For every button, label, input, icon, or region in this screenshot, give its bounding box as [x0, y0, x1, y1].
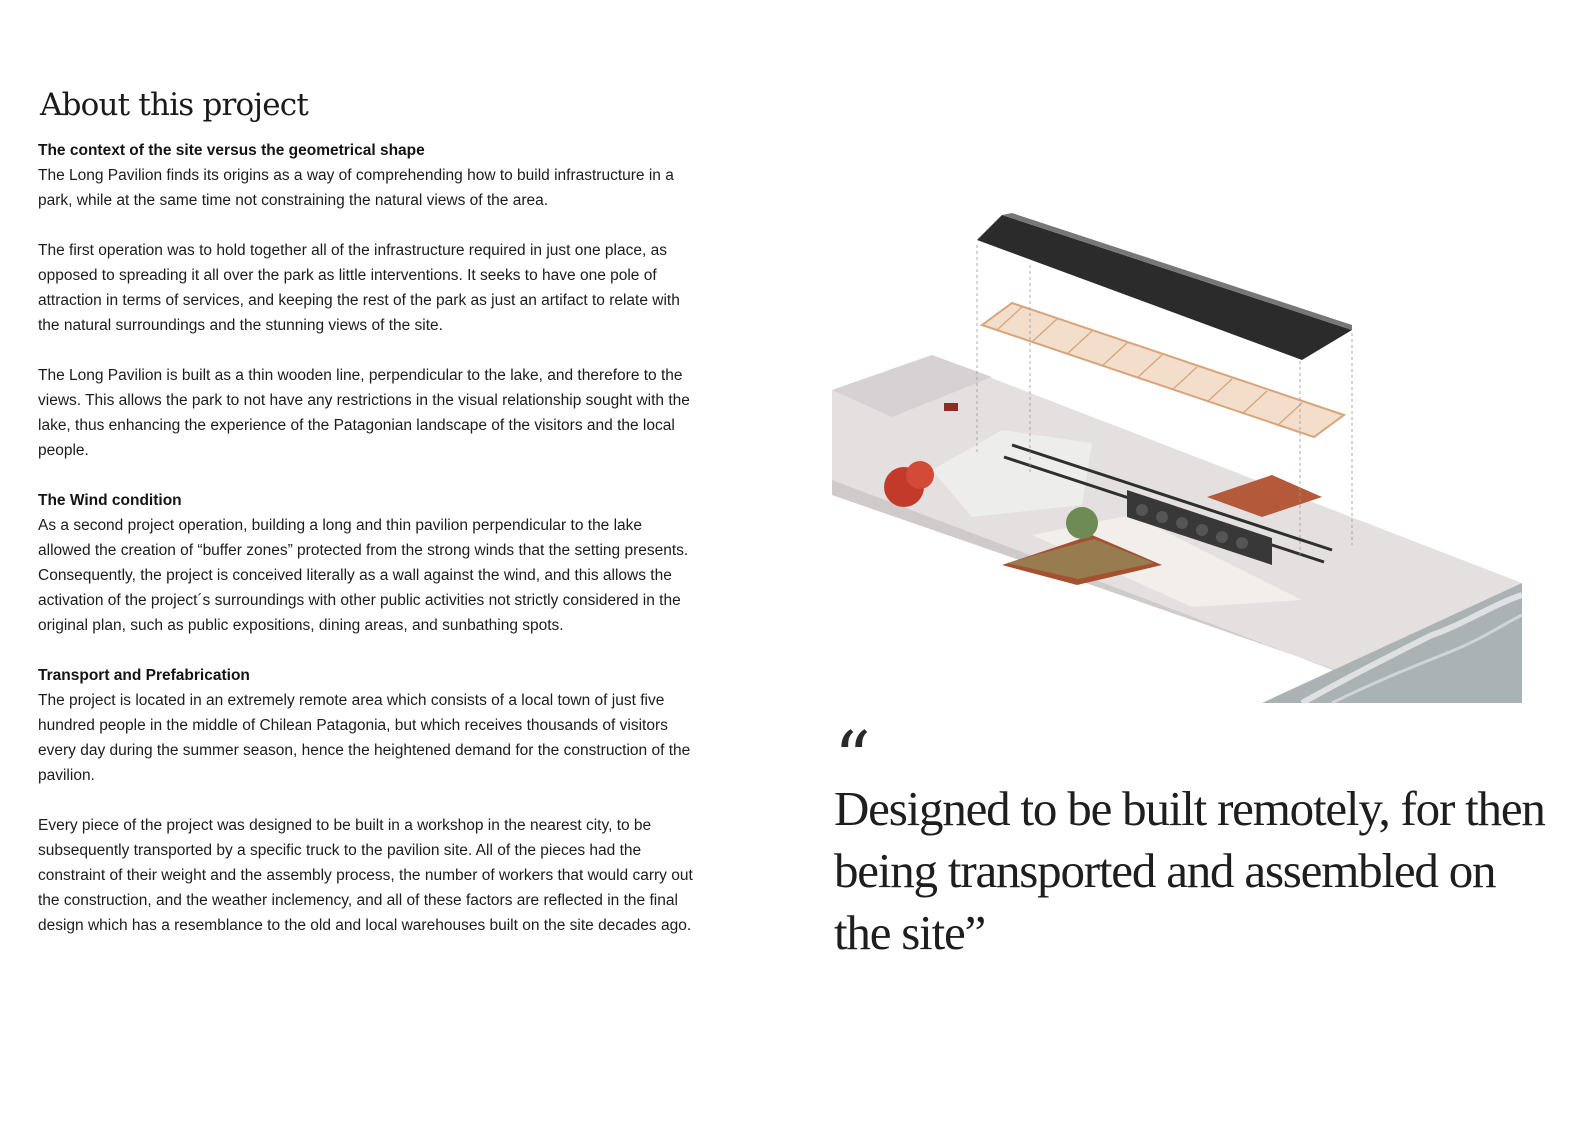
paragraph: The Long Pavilion finds its origins as a way of comprehending how to build infrastructure in a park, while at the same time not constraining the natural views of the area.: [38, 167, 674, 209]
page-title: About this project: [40, 87, 308, 123]
car: [944, 403, 958, 411]
pull-quote: Designed to be built remotely, for then being transported and assembled on the site”: [834, 781, 1545, 960]
paragraph: The first operation was to hold together all of the infrastructure required in just one place, as opposed to spreading it all over the park as little interventions. It seeks to have one pole of attraction in terms of services, and keeping the rest of the park as just an artifact to relate with the natural surroundings and the stunning views of the site.: [38, 242, 680, 334]
section-heading-transport: Transport and Prefabrication: [38, 667, 250, 684]
about-section: [38, 84, 698, 963]
section-heading-wind: The Wind condition: [38, 492, 182, 509]
quote-mark: “: [834, 716, 871, 800]
exploded-axonometric-illustration: [832, 205, 1532, 715]
section-heading-context: The context of the site versus the geometrical shape: [38, 142, 425, 159]
paragraph: Every piece of the project was designed to be built in a workshop in the nearest city, to be subsequently transported by a specific truck to the pavilion site. All of the pieces had the constraint of their weight and the assembly process, the number of workers that would carry out the construction, and the weather inclemency, and all of these factors are reflected in the final design which has a resemblance to the old and local warehouses built on the site decades ago.: [38, 817, 693, 934]
paragraph: As a second project operation, building a long and thin pavilion perpendicular to the lake allowed the creation of “buffer zones” protected from the strong winds that the setting presents. Consequently, the project is conceived literally as a wall against the wind, and this allows the activation of the project´s surroundings with other public activities not strictly considered in the original plan, such as public expositions, dining areas, and sunbathing spots.: [38, 517, 689, 634]
paragraph: The project is located in an extremely remote area which consists of a local town of just five hundred people in the middle of Chilean Patagonia, but which receives thousands of visitors every day during the summer season, hence the heightened demand for the construction of the pavilion.: [38, 692, 691, 784]
paragraph: The Long Pavilion is built as a thin wooden line, perpendicular to the lake, and therefore to the views. This allows the park to not have any restrictions in the visual relationship sought with the lake, thus enhancing the experience of the Patagonian landscape of the visitors and the local people.: [38, 367, 690, 459]
